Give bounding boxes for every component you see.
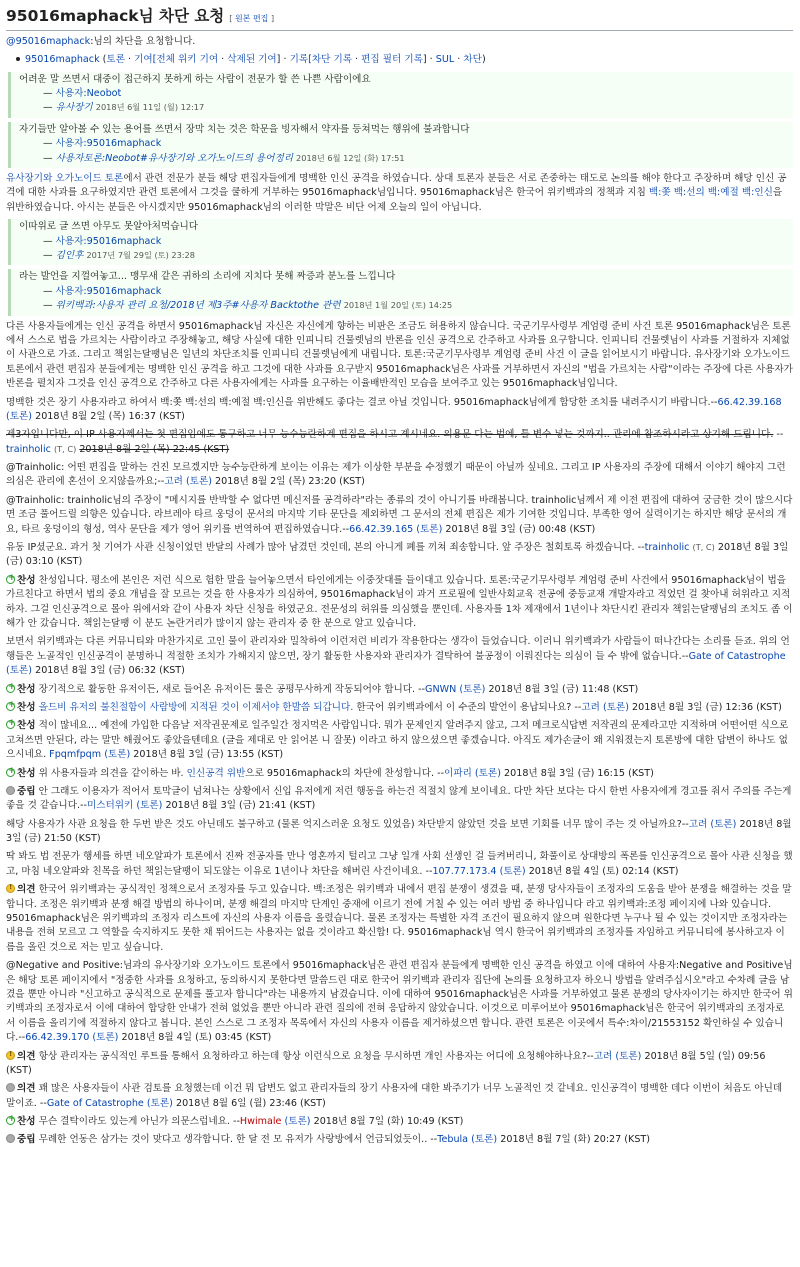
paragraph: 다른 사용자들에게는 인신 공격을 하면서 95016maphack님 자신은 자신에게 향하는 비판은 조금도 허용하지 않습니다. 국군기무사령부 계엄령 준비 사건 토론 95016maphack님은 토론에서 스스로 법을 가르치는 사람이라고 주장해놓고, 해당 사실에 대한 인피니티 건물렛님의 반론을 인신 공격으로 간주하고 사과를 요구합니다. 인피니티 건물렛님이 사과를 거절하자 지체없이 사관으로 가죠. 그리고 책읽는달팽님은 일년의 차단조치를 인피니티 건물렛님에게 내립니다. 토론:국군기무사령부 계엄령 준비 사건 이 글을 읽어보시기 바랍니다. 유사장기와 오가노이드 토론에서 관련 편집자 분들에게는 명백한 인신 공격을 하고 그것에 대한 사과를 요구받지 95016maphack님은 사과를 거부하면서 자신의 "법을 가르치는 사람"이라는 주장에 다른 사용자가 반론을 펼치자 그것을 인신 공격으로 간주하고 다른 사용자에게는 사과를 요구하는 이율배반적인 모습을 보여주고 있는 95016maphack님입니다. <box>6 320 793 390</box>
talk-link[interactable]: (토론) <box>185 476 212 488</box>
comment-continuation <box>6 635 793 678</box>
neutral-icon <box>6 1134 15 1143</box>
quote-source-link[interactable]: 위키백과:사용자 관리 요청/2018년 제3주#사용자 Backtothe 관련 <box>55 300 341 312</box>
comment-text: 무슨 결탁이라도 있는게 아닌가 의문스럽네요. -- <box>35 1116 240 1128</box>
request-user-link[interactable]: @95016maphack <box>6 35 91 47</box>
user-contribs-link[interactable]: 기여 <box>134 54 153 66</box>
quote-text: 라는 발언을 지껄여놓고... 맹무새 같은 귀하의 소리에 지치다 못해 짜증과 분노를 느낍니다 <box>19 271 396 283</box>
support-icon <box>6 720 15 729</box>
talk-link[interactable]: (토론) <box>471 1134 498 1146</box>
comment-text: 보면서 위키백과는 다른 커뮤니티와 마찬가지로 고인 물이 관리자와 밀착하여 이런저런 비리가 작용한다는 생각이 들었습니다. 이러니 위키백과가 사람들이 떠나간다는 소리를 듣죠. 위의 언행들은 노골적인 인신공격이 분명하니 적절한 조치가 가해지지 않으면, 장기 활동한 사용자와 관리자가 결탁하여 불공정이 이뤄진다는 의심이 들 수 밖에 없습니다.-- <box>6 636 790 662</box>
vote-label: 찬성 <box>17 701 36 713</box>
comment-text: 장기적으로 활동한 유저이든, 새로 들어온 유저이든 룰은 공평무사하게 작동되어야 합니다. -- <box>35 683 426 695</box>
signature-link[interactable]: 고려 <box>688 818 708 830</box>
ul-sep: · <box>426 54 436 66</box>
support-icon <box>6 684 15 693</box>
signature-link[interactable]: 66.42.39.165 <box>349 523 414 535</box>
talk-link[interactable]: (토론) <box>146 1097 173 1109</box>
signature-link[interactable]: Tebula <box>437 1134 469 1146</box>
cross-wiki-link[interactable]: [전체 위키 기여 <box>152 54 219 66</box>
ul-sep: · <box>352 54 362 66</box>
vote-comment <box>6 1082 793 1111</box>
paragraph <box>6 850 793 879</box>
timestamp: 2018년 8월 2일 (목) 16:37 (KST) <box>35 410 185 422</box>
timestamp: 2018년 8월 3일 (금) 16:15 (KST) <box>504 767 654 779</box>
signature-link[interactable]: Hwimale <box>239 1116 282 1128</box>
quote-text: 어려운 말 쓰면서 대중이 접근하지 못하게 하는 사람이 전문가 할 쓴 나쁜 사람이에요 <box>19 73 371 85</box>
vote-comment <box>6 883 793 955</box>
talk-link[interactable]: (토론) <box>284 1116 311 1128</box>
signature-link[interactable]: 고려 <box>593 1050 613 1062</box>
quote-text: 이따위로 글 쓰면 아무도 못알아처먹습니다 <box>19 221 199 233</box>
page-title <box>6 6 793 31</box>
vote-comment <box>6 1115 793 1129</box>
comment-text: 찬성입니다. 평소에 본인은 저런 식으로 험한 말을 늘어놓으면서 타인에게는 이중잣대를 들이대고 있습니다. 토론:국군기무사령부 계엄령 준비 사건에서 95016maphack님이 법을 가르친다고 하면서 법의 중요 개념을 잘 모르는 것을 한 사용자가 의심하여, 95016maphack님이 과거 프로필에 일반사회교육 전공에 중등교재 개발자라고 적었던 걸 찾아내 허위라고 지적하자. 그걸 인신공격으로 몰아 위에서와 같이 사용자 차단 신청을 하였군요. 전문성의 허위를 의심했을 뿐인데. 사용자를 1차 제재에서 1년이나 차단시킨 관리자 책읽는달팽님의 조치도 좀 이해가 안 갔습니다. 책읽는달팽 이 분도 논란거리가 많이지 않는 관리자 중 한 분으로 알고 있습니다. <box>6 574 793 629</box>
quote-date-link[interactable]: 2018년 6월 11일 (월) 12:17 <box>95 102 205 113</box>
user-links-row <box>16 53 793 67</box>
quote-source-link[interactable]: 김인후 <box>55 250 84 261</box>
vote-label: 중립 <box>17 785 36 797</box>
ul-bracket: ] <box>276 54 281 66</box>
quote-date-link[interactable]: 2018년 6월 12일 (화) 17:51 <box>296 152 405 163</box>
quote-source-link[interactable]: 유사장기 <box>55 102 93 114</box>
sul-link[interactable]: SUL <box>435 54 455 66</box>
comment-text: 위 사용자들과 의견을 같이하는 바. <box>35 767 187 779</box>
paragraph-text: 명백한 것은 장기 사용자라고 하여서 백:쫒 백:선의 백:예절 백:인신을 위반해도 좋다는 결코 아닐 것입니다. 95016maphack님에게 합당한 조치를 내려주시기 바랍니다.-- <box>6 396 718 408</box>
vote-comment <box>6 719 793 762</box>
support-icon <box>6 768 15 777</box>
comment-text: 무례한 언동은 삼가는 것이 맞다고 생각합니다. 한 달 전 모 유저가 사랑방에서 언급되었듯이.. -- <box>35 1134 438 1146</box>
quote-box <box>8 122 793 168</box>
paragraph <box>6 959 793 1045</box>
comment-text: 꽤 많은 사용자들이 사관 검토를 요청했는데 이건 뭐 답변도 없고 관리자들의 장기 사용자에 대한 봐주기가 너무 노골적인 것 같네요. 인신공격이 명백한 데다 이번이 처음도 아닌데 말이죠. -- <box>6 1083 783 1109</box>
logs-link[interactable]: 기록 <box>289 54 309 66</box>
vote-label: 찬성 <box>17 1116 36 1128</box>
vote-comment <box>6 574 793 632</box>
policy-links[interactable]: 백:쫒 백:선의 백:예절 백:인신 <box>648 187 773 199</box>
vote-comment <box>6 683 793 697</box>
ul-sep: · <box>218 54 228 66</box>
vote-comment <box>6 767 793 781</box>
timestamp: 2018년 8월 3일 (금) 06:32 (KST) <box>35 665 185 677</box>
block-link[interactable]: 차단 <box>463 54 482 66</box>
inline-link[interactable]: 인신공격 위반 <box>186 767 246 779</box>
timestamp: 2018년 8월 3일 (금) 11:48 (KST) <box>488 683 639 695</box>
timestamp: 2018년 8월 7일 (화) 20:27 (KST) <box>500 1134 651 1146</box>
edit-section <box>229 14 274 23</box>
vote-label: 의견 <box>17 1050 36 1062</box>
signature-link[interactable]: Gate of Catastrophe <box>688 650 786 662</box>
user-talk-link[interactable]: 토론 <box>106 54 125 66</box>
signature-link[interactable]: 이파리 <box>444 767 472 779</box>
request-line <box>6 35 793 49</box>
talk-link[interactable]: (토론) <box>710 818 737 830</box>
signature-link[interactable]: 미스터위키 <box>86 800 134 812</box>
quote-source: — 위키백과:사용자 관리 요청/2018년 제3주#사용자 Backtothe 관련 2018년 1월 20일 (토) 14:25 <box>43 300 453 312</box>
talk-link[interactable]: (토론) <box>104 749 131 761</box>
timestamp: 2018년 8월 5일 (일) 09:56 (KST) <box>6 1050 766 1076</box>
comment-text: 딱 봐도 법 전문가 행세를 하면 네오알파가 토론에서 진짜 전공자를 만나 영혼까지 털리고 그냥 일개 사회 선생인 걸 들켜버리니, 화풀이로 상대방의 폭론를 인신공격으로 몰아 사관 신청을 했고, 마침 네오알파와 친목을 하던 책읽는달팽이 되도않는 이유로 1년이나 차단을 해버린 사건이네요. -- <box>6 851 793 877</box>
comment-icon <box>6 1051 15 1060</box>
comment-icon <box>6 884 15 893</box>
ul-sep: · <box>124 54 135 66</box>
user-meta-link[interactable]: (T, C) <box>692 542 715 553</box>
reply-comment <box>6 494 793 537</box>
quote-date-link[interactable]: 2018년 1월 20일 (토) 14:25 <box>343 300 453 311</box>
page-title-text: 95016maphack님 차단 요청 <box>6 7 225 25</box>
vote-comment <box>6 701 793 715</box>
quote-source-link[interactable]: 사용자토론:Neobot#유사장기와 오가노이드의 용어정리 <box>55 152 293 164</box>
edit-bracket-open: [ <box>229 14 233 23</box>
request-text: :님의 차단을 요청합니다. <box>90 35 196 47</box>
comment-text: 유동 IP셨군요. 과거 첫 기여가 사관 신청이었던 반달의 사례가 많아 남겼던 것인데, 본의 아니게 폐를 끼쳐 죄송합니다. 앞 주장은 철회토록 하겠습니다. -- <box>6 542 645 554</box>
timestamp: 2018년 8월 7일 (화) 10:49 (KST) <box>313 1116 464 1128</box>
timestamp: 2018년 8월 3일 (금) 21:41 (KST) <box>165 800 316 812</box>
quote-text: 자기들만 알아볼 수 있는 용어를 쓰면서 장막 치는 것은 학문을 빙자해서 약자를 등쳐먹는 행위에 불과합니다 <box>19 123 470 135</box>
timestamp: 2018년 8월 3일 (금) 13:55 (KST) <box>133 749 284 761</box>
signature-link[interactable]: GNWN <box>425 683 457 695</box>
timestamp: 2018년 8월 3일 (금) 03:10 (KST) <box>6 542 789 568</box>
timestamp: 2018년 8월 3일 (금) 21:50 (KST) <box>6 818 792 845</box>
talk-link[interactable]: (토론) <box>615 1050 642 1062</box>
talk-page-link[interactable]: 유사장기와 오가노이드 토론 <box>6 173 124 185</box>
timestamp: 2018년 8월 4일 (토) 03:45 (KST) <box>121 1032 272 1044</box>
signature-link[interactable]: trainholic <box>6 443 51 455</box>
paragraph <box>6 172 793 215</box>
signature-link[interactable]: Fpqmfpqm <box>49 749 102 761</box>
quote-signature: — 사용자:95016maphack <box>43 138 162 150</box>
signature-link[interactable]: Gate of Catastrophe <box>46 1097 144 1109</box>
vote-label: 의견 <box>17 1083 36 1095</box>
talk-link[interactable]: (토론) <box>6 410 33 422</box>
edit-source-link[interactable]: 원본 편집 <box>234 14 269 23</box>
comment-text: @Negative and Positive:님과의 유사장기와 오가노이드 토론에서 95016maphack님은 관련 편집자 분들에게 명백한 인신 공격을 하였고 이에 대하여 사용자:Negative and Positive님은 해당 토론 페이지에서 "정중한 사과를 요청하고, 동의하시지 못한다면 말씀드린 대로 한국어 위키백과 관리자 집단에 논의를 요청하고자 하오니 방법을 알려주십시오"라고 수차례 글을 남겼을 뿐만 아니라 "신고하고 공식적으로 문제를 풀고자 합니다"라는 내용까지 남겼습니다. 이에 대하여 95016maphack님은 사과를 거부하였고 물론 분쟁의 당사자이기는 하지만 한국어 위키백과의 조정자로서 이에 대하여 합당한 안내가 전혀 없었을 뿐만 아니라 관련 질의에 전혀 응답하지 않았습니다. 이것으로 미루어보아 95016maphack님은 한국어 위키백과의 조정자로서 이름을 올리기에 적절하지 않다고 봅니다. 본인 스스로 그 조정자 목록에서 자신의 사용자 이름을 제거하셨으면 합니다. 관련 토론은 이곳에서 특수:차이/21553152 확인하실 수 있습니다.-- <box>6 960 793 1044</box>
comment-text: 으로 95016maphack의 차단에 찬성합니다. -- <box>245 767 445 779</box>
timestamp: 2018년 8월 2일 (목) 23:20 (KST) <box>215 476 365 488</box>
ul-sep: · <box>280 54 290 66</box>
comment-text: 한국어 위키백과에서 이 수준의 발언이 용납되나요? -- <box>353 701 582 713</box>
quote-source: — 김인후 2017년 7월 29일 (토) 23:28 <box>43 250 195 261</box>
talk-link[interactable]: (토론) <box>416 523 443 535</box>
signature-link[interactable]: 고려 <box>164 476 183 488</box>
bullet-icon <box>16 57 20 61</box>
comment-text: 한국어 위키백과는 공식적인 정책으로서 조정자를 두고 있습니다. 백:조정은 위키백과 내에서 편집 분쟁이 생겼을 때, 분쟁 당사자들이 조정자의 도움을 받아 분쟁을 해결하는 것을 말합니다. 조정은 위키백과 분쟁 해결 방법의 하나이며, 분쟁 해결의 마지막 단계인 중재에 이르기 전에 거칠 수 있는 여러 방법 중 하나입니다 라고 위키백과:조정 페이지에 나와 있습니다. 95016maphack님은 위키백과의 조정자 리스트에 자신의 사용자 이름을 올렸습니다. 물론 조정자는 특별한 자격 조건이 필요하지 않으며 원한다면 누구나 될 수 있는 것이지만 조정자라는 내용을 전혀 모르고 그 역할을 숙지하지도 못한 채 뛰어드는 사용자는 없을 것이라고 확신합! 다. 95016maphack님 역시 한국어 위키백과의 조정자를 자임하고 커뮤니티에 봉사하고자 이름을 올린 것으로 저는 믿고 싶습니다. <box>6 884 792 953</box>
timestamp: 2018년 8월 4일 (토) 02:14 (KST) <box>528 865 679 877</box>
reply-comment <box>6 541 793 570</box>
paragraph <box>6 396 793 425</box>
vote-label: 찬성 <box>17 683 36 695</box>
support-icon <box>6 702 15 711</box>
comment-text: @Trainholic: 어떤 편집을 말하는 건진 모르겠지만 능수능란하게 보이는 이유는 제가 이상한 부분을 수정했기 때문이 아닐까 싶네요. 그리고 IP 사용자의 주장에 대해서 이야기 해야지 그런 의심은 관리에 혼선이 오지않을까요;-- <box>6 462 786 488</box>
reply-comment <box>6 818 793 847</box>
comment-text: 항상 관리자는 공식적인 루트를 통해서 요청하라고 하는데 항상 이런식으로 요청을 무시하면 개인 사용자는 어디에 요청해야하나요?-- <box>35 1050 594 1062</box>
reply-comment <box>6 461 793 490</box>
quote-signature: — 사용자:Neobot <box>43 88 122 100</box>
quote-box <box>8 219 793 265</box>
filter-log-link[interactable]: 편집 필터 기록 <box>361 54 423 66</box>
quote-box <box>8 72 793 118</box>
ul-sep: · <box>454 54 464 66</box>
vote-label: 찬성 <box>17 720 36 732</box>
struck-comment: 제3자입니다만, 이 IP 사용자께서는 첫 편집임에도 통구하고 너무 능수능란하게 편집을 하시고 계시네요. 의용문 다는 법에, 틀 변수 넣는 것까지.. 관리에 참조하시라고 상기해 드립니다. --trainholic (T, C) 2018년 8월 2일 (목) 22:45 (KST) <box>6 429 784 455</box>
talk-link[interactable]: (토론) <box>136 800 163 812</box>
quote-source: — 사용자토론:Neobot#유사장기와 오가노이드의 용어정리 2018년 6월 12일 (화) 17:51 <box>43 152 405 164</box>
quote-user-link[interactable]: 사용자:Neobot <box>55 88 122 100</box>
paragraph-text: 에서 관련 전문가 분들 해당 편집자들에게 명백한 인신 공격을 하였습니다. 상대 토론자 분들은 서로 존중하는 태도로 논의를 해야 한다고 주장하며 해당 인신 공격에 대한 사과를 요구하였지만 관련 토론에서 그것을 쿨하게 거부하는 95016maphack님입니다. 95016maphack님은 한국어 위키백과의 정책과 지침 <box>6 173 787 199</box>
quote-box <box>8 269 793 315</box>
vote-comment <box>6 1050 793 1079</box>
support-icon <box>6 1116 15 1125</box>
vote-label: 중립 <box>17 1134 36 1146</box>
talk-link[interactable]: (토론) <box>602 701 629 713</box>
neutral-icon <box>6 1083 15 1092</box>
comment-text: 적이 많네요... 예전에 가입한 다음날 저작권문제로 일주일간 정지먹은 사람입니다. 뭐가 문제인지 알려주지 않고, 그저 메크로식답변 저작권의 문제라고만 지적하며 어떤어떤 식으로 고쳐쓰면 안된다, 라는 말만 해줬어도 좋았을텐데요 (글을 제대로 안 읽어본 니 잘못) 이라고 하지 않으셨으면 좋겠습니다. 아직도 제가손글이 왜 지워졌는지 토론방에 대한 답변이 하나도 없으시네요. <box>6 720 789 761</box>
vote-label: 찬성 <box>17 767 36 779</box>
comment-text: @Trainholic: trainholic님의 주장이 "메시지를 반박할 수 없다면 메신저를 공격하라"라는 종류의 것이 아니기를 바래봅니다. trainholic님께서 제 이전 편집에 대하여 궁금한 것이 많으시다면 조금 풀어드릴 의향은 있습니다. 라브레아 타르 웅덩이 문서의 마지막 기타 문단을 제외하면 그 문서의 전체 편집은 제가 기여한 것입니다. 부족한 영어 실력이기는 하지만 해당 문서의 개요, 타르 웅덩이의 형성, 역사 문단을 제가 영어 위키를 번역하여 편집하였습니다.-- <box>6 494 793 535</box>
timestamp: 2018년 8월 2일 (목) 22:45 (KST) <box>79 443 230 455</box>
talk-link[interactable]: (토론) <box>6 665 33 677</box>
quote-user-link[interactable]: 사용자:95016maphack <box>55 235 162 247</box>
signature-link[interactable]: 66.42.39.168 <box>717 396 782 408</box>
ul-paren-open: ( <box>99 54 107 66</box>
talk-link[interactable]: (토론) <box>459 683 486 695</box>
vote-comment <box>6 1133 793 1147</box>
timestamp: 2018년 8월 3일 (금) 12:36 (KST) <box>632 701 782 713</box>
talk-link[interactable]: (토론) <box>92 1032 119 1044</box>
block-log-link[interactable]: [차단 기록 <box>308 54 352 66</box>
vote-comment <box>6 785 793 814</box>
talk-link[interactable]: (토론) <box>474 767 501 779</box>
signature-link[interactable]: 66.42.39.170 <box>25 1032 90 1044</box>
comment-text: 안 그래도 이용자가 적어서 토막글이 넘쳐나는 상황에서 신입 유저에게 저런 행동을 하는건 적절치 않게 보이네요. 다만 차단 보다는 다시 한번 사용자에게 경고를 줘서 주의를 주는게 좋을 것 같습니다.-- <box>6 785 792 812</box>
struck-text: 제3자입니다만, 이 IP 사용자께서는 첫 편집임에도 통구하고 너무 능수능란하게 편집을 하시고 계시네요. 의용문 다는 법에, 틀 변수 넣는 것까지.. 관리에 참조하시라고 상기해 드립니다. <box>6 429 774 441</box>
timestamp: 2018년 8월 6일 (월) 23:46 (KST) <box>175 1097 326 1109</box>
quote-user-link[interactable]: 사용자:95016maphack <box>55 138 162 150</box>
ul-paren-close: ) <box>481 54 486 66</box>
quote-source: — 유사장기 2018년 6월 11일 (월) 12:17 <box>43 102 205 114</box>
signature-link[interactable]: 107.77.173.4 <box>432 865 497 877</box>
signature-link[interactable]: trainholic <box>644 542 690 554</box>
user-meta-link[interactable]: (T, C) <box>53 443 77 454</box>
quote-signature: — 사용자:95016maphack <box>43 285 162 297</box>
ul-bracket: ] <box>422 54 427 66</box>
signature-link[interactable]: 고려 <box>581 701 600 713</box>
timestamp: 2018년 8월 3일 (금) 00:48 (KST) <box>445 523 596 535</box>
user-link[interactable]: 95016maphack <box>25 54 100 66</box>
comment-text: 해당 사용자가 사관 요청을 한 두번 받은 것도 아닌데도 불구하고 (물론 억지스러운 요청도 있었음) 차단받지 않았던 것을 보면 기회를 너무 많이 주는 것 아닐까요?-- <box>6 818 689 830</box>
quote-user-link[interactable]: 사용자:95016maphack <box>55 285 162 297</box>
vote-label: 의견 <box>17 884 36 896</box>
inline-link[interactable]: 올드비 유저의 불친절함이 사람방에 지적된 것이 이제서야 한발씀 되갑니다. <box>38 701 354 713</box>
vote-label: 찬성 <box>17 574 36 586</box>
deleted-contribs-link[interactable]: 삭제된 기여 <box>227 54 277 66</box>
edit-bracket-close: ] <box>270 14 275 23</box>
paragraph-text: 을 위반하였습니다. 아시는 분들은 아시겠지만 95016maphack님의 이러한 막말은 비단 어제 오늘의 일이 아닙니다. <box>6 187 783 213</box>
support-icon <box>6 575 15 584</box>
quote-date-link[interactable]: 2017년 7월 29일 (토) 23:28 <box>86 250 195 260</box>
talk-link[interactable]: (토론) <box>499 865 526 877</box>
neutral-icon <box>6 786 15 795</box>
quote-signature: — 사용자:95016maphack <box>43 235 162 247</box>
